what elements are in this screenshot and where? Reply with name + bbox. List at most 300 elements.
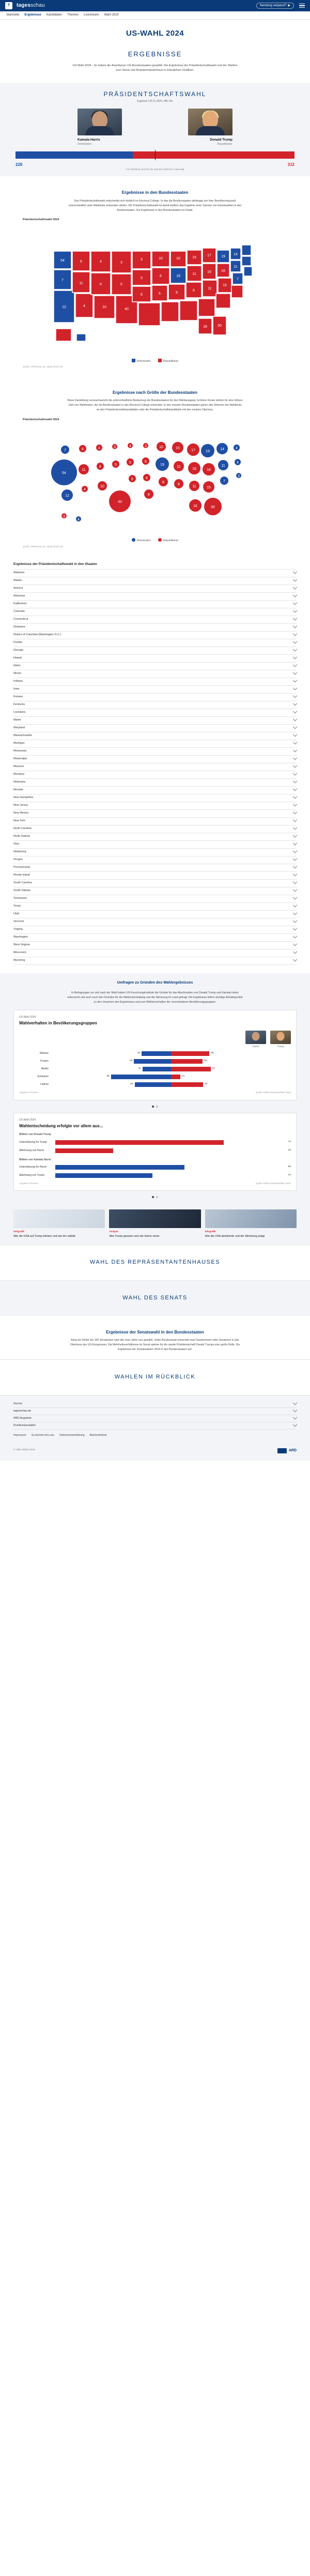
accordion-item-state[interactable] [13,608,297,616]
candidate-trump [186,109,233,146]
accordion-item-state[interactable] [13,632,297,639]
svg-text:10: 10 [159,446,163,450]
states-accordion-section [0,556,310,964]
svg-text:11: 11 [221,464,225,468]
accordion-item-state[interactable] [13,841,297,849]
svg-text:14: 14 [234,253,238,256]
chevron-down-icon [293,639,297,643]
page-title: US-WAHL 2024 [126,29,184,38]
teaser-3[interactable] [205,1209,297,1238]
dot2-1 [152,1196,154,1198]
accordion-item-state[interactable] [13,570,297,577]
svg-text:6: 6 [141,293,143,297]
accordion-item-label: South Dakota [13,888,30,892]
chart1-row: Weiße 41 57 [19,1066,291,1072]
svg-text:11: 11 [177,465,181,469]
accordion-item-state[interactable] [13,756,297,763]
svg-text:4: 4 [100,260,102,264]
accordion-item-state[interactable] [13,670,297,678]
chart-card-wahlentscheidung [13,1113,297,1191]
footer-row-service[interactable]: Service [13,1401,297,1408]
accordion-item-label: North Dakota [13,834,30,838]
nav-item-kandidaten[interactable]: Kandidaten [46,13,63,17]
chevron-down-icon [293,647,297,651]
accordion-item-state[interactable] [13,957,297,965]
states-accordion [13,569,297,965]
chevron-down-icon [293,879,297,883]
chart1-row: Schwarze 86 13 [19,1074,291,1080]
footer-row-tagesschau[interactable]: tagesschau.de [13,1408,297,1415]
logo-icon[interactable] [5,2,12,9]
accordion-item-state[interactable] [13,732,297,740]
svg-text:8: 8 [162,481,164,485]
chevron-down-icon [293,949,297,953]
svg-text:54: 54 [62,471,66,476]
accordion-item-label: Rhode Island [13,873,30,877]
svg-text:6: 6 [82,448,84,452]
chart1-row-label: Männer [40,1052,49,1055]
teaser-1-title: Wie die USA auf Trump blicken und wie ihn wählte [13,1234,76,1238]
accordion-item-label: Michigan [13,741,25,745]
chevron-down-icon [293,902,297,907]
accordion-item-state[interactable] [13,872,297,880]
bubble-map[interactable] [47,425,264,536]
footer-link-kontakt[interactable]: Su teichten fürs uns [31,1434,54,1437]
accordion-item-state[interactable] [13,895,297,903]
svg-text:4: 4 [237,461,239,465]
chart2-row-label: Ablehnung von Harris [19,1148,44,1152]
senate-results-section [0,1316,310,1360]
candidate-row [0,109,310,146]
chevron-down-icon [293,918,297,922]
footer-link-impressum[interactable]: Impressum [13,1434,26,1437]
chart2-note: Angaben in Prozent [19,1182,38,1185]
accordion-item-state[interactable] [13,771,297,779]
accordion-item-label: Maine [13,718,21,722]
accordion-item-label: Iowa [13,687,20,691]
trump-thumb [270,1031,291,1044]
chevron-down-icon [293,693,297,697]
svg-text:6: 6 [80,260,82,264]
electoral-votes [0,161,310,168]
svg-text:6: 6 [145,460,147,464]
accordion-item-label: Colorado [13,609,25,613]
senate-heading: Ergebnisse der Senatswahl in den Bundesstaaten [106,1329,204,1335]
harris-party: Demokraten [78,142,92,146]
chevron-down-icon [293,569,297,573]
footer-link-barrierefreiheit[interactable]: Barrierefreiheit [89,1434,107,1437]
svg-text:5: 5 [120,283,122,286]
bubble-map-legend [9,538,301,543]
top-bar [0,0,310,11]
chevron-down-icon [293,1415,297,1419]
svg-text:8: 8 [193,289,195,293]
results-heading: ERGEBNISSE [128,50,182,58]
svg-text:4: 4 [84,488,86,492]
size-section [0,376,310,556]
chart2-source: Quelle: Edison Research/NBC News [256,1182,291,1185]
svg-text:16: 16 [193,504,197,509]
accordion-item-label: District of Columbia (Washington D.C.) [13,633,61,636]
svg-text:7: 7 [223,480,225,484]
chart2-title: Wahlentscheidung erfolgte vor allem aus... [19,1123,103,1128]
accordion-item-state[interactable] [13,926,297,934]
presidential-subtitle: Ergebnis | 05.11.2024, 08h Uhr [137,99,173,103]
accordion-item-state[interactable] [13,779,297,787]
chevron-down-icon [293,786,297,790]
carousel-dots[interactable] [0,1106,310,1108]
chevron-down-icon [293,910,297,914]
svg-text:4: 4 [83,304,85,308]
svg-text:11: 11 [79,282,83,285]
accordion-item-state[interactable] [13,701,297,709]
accordion-item-state[interactable] [13,911,297,918]
accordion-item-label: Kalifornien [13,602,27,605]
accordion-item-label: New Jersey [13,803,28,807]
chevron-down-icon [293,817,297,821]
accordion-item-state[interactable] [13,918,297,926]
chart2-row-label: Ablehnung von Trump [19,1173,44,1177]
chevron-down-icon [293,585,297,589]
burger-menu-icon[interactable] [299,4,305,8]
accordion-item-state[interactable] [13,802,297,810]
legend-republicans: Republikaner [158,359,178,363]
footer [0,1395,310,1444]
chart1-title: Wahlverhalten in Bevölkerungsgruppen [19,1021,97,1026]
accordion-item-label: Florida [13,640,22,644]
svg-text:6: 6 [159,292,161,296]
chart1-source: Quelle: Edison Research/NBC News [256,1091,291,1094]
accordion-item-state[interactable] [13,717,297,725]
footer-bottom [0,1444,310,1461]
svg-text:40: 40 [118,500,122,504]
teaser-2-title: Wie Trump gewann und wie Harris verlor [109,1234,160,1238]
chart2-row-label: Unterstützung für Trump [19,1140,47,1144]
accordion-item-label: Louisiana [13,710,26,714]
chart2-group-heading: Wähler von Kamala Harris [19,1158,51,1161]
map-source: Quelle: AP/Election.sh. Stand 00:00 Uhr [23,365,63,369]
accordion-item-label: Kentucky [13,702,25,706]
accordion-item-label: New York [13,819,25,822]
accordion-item-state[interactable] [13,887,297,895]
bubble-map-title: Präsidentschaftswahl 2024 [23,418,59,421]
size-text: Diese Darstellung veranschaulicht die unterschiedliche Bedeutung der Bundesstaaten für den Wahlausgang: Größere Kreise stehen für eine höhere Zahl von Wahlleuten, die ein Bundesstaaten in das Electoral College entsendet. In den meisten Bundesstaaten gehen alle Stimmen der Wahlleute an den Präsidentschaftskandidaten oder die Präsidentschaftskandidatin mit den meisten Stimmen. [67,399,243,412]
map-legend [9,359,301,363]
accordion-item-label: Arizona [13,586,23,590]
svg-text:11: 11 [192,485,196,489]
chevron-down-icon [293,755,297,759]
svg-text:7: 7 [61,279,64,282]
chevron-down-icon [293,724,297,728]
nav-item-themen[interactable]: Themen [67,13,79,17]
play-icon: ▶ [288,4,290,7]
accordion-item-label: Ohio [13,842,20,846]
bubble-legend-republicans: Republikaner [158,538,178,543]
teaser-row [0,1203,310,1245]
accordion-item-label: Wisconsin [13,950,26,954]
nav-item-wahl-2020[interactable]: Wahl 2020 [104,13,119,17]
accordion-item-label: Pennsylvania [13,865,30,869]
svg-text:3: 3 [63,515,65,519]
chevron-down-icon [293,825,297,829]
main-nav [0,11,310,20]
accordion-item-state[interactable] [13,794,297,802]
svg-text:14: 14 [220,448,224,452]
svg-text:16: 16 [221,269,225,273]
svg-text:30: 30 [218,324,222,328]
chart2-eyebrow: US-Wahl 2024 [19,1118,36,1122]
accordion-item-label: Washington [13,935,28,939]
accordion-item-label: Montana [13,772,24,776]
chart1-legend [19,1031,291,1049]
svg-text:19: 19 [160,463,164,467]
candidate-harris [78,109,124,146]
chart2-row-label: Unterstützung für Harris [19,1165,47,1169]
accordion-item-label: Oklahoma [13,850,26,853]
accordion-item-label: West Virginia [13,943,30,946]
accordion-item-state[interactable] [13,577,297,585]
accordion-item-label: Idaho [13,664,21,667]
harris-name: Kamala Harris [78,138,100,142]
chevron-down-icon [293,763,297,767]
harris-electoral-votes: 226 [16,162,23,167]
chart1-row-label: Latinos [40,1083,49,1086]
footer-links [13,1430,297,1442]
chart1-row-label: Weiße [41,1067,49,1071]
chart-card-wahlverhalten [13,1010,297,1100]
presidential-title: PRÄSIDENTSCHAFTSWAHL [103,90,207,98]
site-logo[interactable] [17,2,45,10]
presidential-section [0,83,310,177]
chevron-down-icon [293,1408,297,1412]
chevron-down-icon [293,654,297,658]
svg-text:6: 6 [146,477,148,481]
accordion-item-state[interactable] [13,639,297,647]
svg-text:8: 8 [148,493,150,497]
electoral-map[interactable] [47,227,264,357]
accordion-item-state[interactable] [13,833,297,841]
state-results-section [0,176,310,376]
chevron-down-icon [293,740,297,744]
carousel-dots-2[interactable] [0,1196,310,1198]
accordion-item-state[interactable] [13,748,297,756]
accordion-item-state[interactable] [13,849,297,856]
svg-text:15: 15 [176,447,180,451]
svg-text:30: 30 [211,505,215,510]
svg-text:16: 16 [203,325,207,329]
accordion-item-label: Maryland [13,726,25,729]
accordion-item-state[interactable] [13,740,297,748]
accordion-item-state[interactable] [13,624,297,632]
svg-text:12: 12 [62,305,66,309]
accordion-item-state[interactable] [13,686,297,694]
svg-text:4: 4 [78,518,80,522]
accordion-item-state[interactable] [13,725,297,732]
accordion-item-state[interactable] [13,880,297,887]
accordion-item-state[interactable] [13,585,297,593]
svg-text:6: 6 [131,478,133,482]
accordion-item-state[interactable] [13,934,297,942]
accordion-item-state[interactable] [13,942,297,949]
majority-note: 270 Wahlleute sind für die absolute Mehrheit notwendig [126,167,184,171]
accordion-item-label: Missouri [13,764,24,768]
svg-text:17: 17 [207,254,211,257]
chevron-down-icon [293,895,297,899]
nav-item-ergebnisse[interactable]: Ergebnisse [24,13,41,17]
dot2-2 [156,1196,158,1198]
chevron-down-icon [293,616,297,620]
chart2-rows [19,1133,291,1179]
chart1-row-label: Frauen [40,1060,49,1063]
svg-text:15: 15 [223,284,227,287]
chevron-down-icon [293,840,297,845]
chevron-down-icon [293,685,297,689]
teaser-2-kicker: Analyse [109,1230,118,1233]
accordion-item-state[interactable] [13,709,297,717]
accordion-item-label: South Carolina [13,881,32,884]
trump-name: Donald Trump [210,138,233,142]
svg-text:6: 6 [99,465,101,469]
accordion-item-state[interactable] [13,678,297,686]
accordion-item-state[interactable] [13,694,297,701]
nav-item-startseite[interactable]: Startseite [6,13,20,17]
accordion-item-label: Delaware [13,625,25,628]
accordion-item-label: Minnesota [13,749,26,753]
chart1-row-label: Schwarze [37,1075,49,1079]
chart1-footer [19,1091,291,1094]
accordion-item-state[interactable] [13,864,297,872]
svg-text:12: 12 [65,494,69,498]
chevron-down-icon [293,631,297,635]
bubble-map-source: Quelle: AP/Election.sh. Stand 00:00 Uhr [23,545,63,548]
svg-text:8: 8 [176,291,178,295]
svg-text:3: 3 [145,444,147,449]
size-heading: Ergebnisse nach Größe der Bundesstaaten [112,390,198,395]
surveys-heading: Umfragen zu Gründen des Wahlergebnisses [117,980,193,985]
accordion-item-label: Nebraska [13,780,26,784]
trump-electoral-votes: 312 [287,162,295,167]
chart1-row: Frauen 53 45 [19,1058,291,1065]
chevron-down-icon [293,871,297,876]
chevron-down-icon [293,933,297,938]
accordion-item-state[interactable] [13,601,297,608]
accordion-item-label: Oregon [13,857,23,861]
chevron-down-icon [293,887,297,891]
chevron-down-icon [293,856,297,860]
footer-link-datenschutz[interactable]: Datenschutzerklärung [59,1434,85,1437]
accordion-item-state[interactable] [13,787,297,794]
teaser-3-kicker: Infografik [205,1230,216,1233]
svg-text:19: 19 [176,274,180,278]
accordion-item-state[interactable] [13,647,297,655]
accordion-item-state[interactable] [13,663,297,670]
accordion-item-state[interactable] [13,856,297,864]
harris-thumb [245,1031,266,1044]
sendung-verpasst-button[interactable] [256,3,294,9]
teaser-2[interactable] [109,1209,200,1238]
accordion-item-state[interactable] [13,825,297,833]
teaser-3-title: Wie die USA abstimmte und die Stimmung prägt [205,1234,265,1238]
chevron-down-icon [293,747,297,752]
svg-text:15: 15 [207,486,211,490]
chevron-down-icon [293,600,297,604]
footer-row-ard-angebote[interactable]: ARD-Angebote [13,1415,297,1422]
chart1-row: Latinos 52 46 [19,1081,291,1088]
dot-2 [156,1106,158,1108]
accordion-item-state[interactable] [13,818,297,825]
chevron-down-icon [293,848,297,852]
svg-text:10: 10 [159,257,163,260]
teaser-thumb-a [13,1209,105,1228]
chart1-series-harris [245,1031,266,1049]
chevron-down-icon [293,732,297,736]
accordion-item-label: New Hampshire [13,795,34,799]
nav-item-livestream[interactable]: Livestream [84,13,99,17]
svg-text:10: 10 [100,485,104,489]
accordion-item-state[interactable] [13,655,297,663]
teaser-1-kicker: Infografik [13,1230,24,1233]
accordion-item-label: Tennessee [13,896,27,900]
chart1-series-trump-label: Trump [277,1045,284,1048]
surveys-section [0,973,310,1245]
accordion-item-state[interactable] [13,949,297,957]
chevron-down-icon [293,592,297,596]
svg-text:17: 17 [191,449,195,453]
states-accordion-title: Ergebnisse der Präsidentschaftswahl in den Staaten [13,562,97,566]
accordion-item-label: Indiana [13,679,23,683]
chevron-down-icon [293,577,297,581]
svg-text:11: 11 [82,468,86,472]
copyright: © ARD Online 2024 [13,1449,35,1452]
svg-text:3: 3 [141,258,143,262]
chevron-down-icon [293,926,297,930]
accordion-item-label: Massachusetts [13,733,32,737]
chevron-down-icon [293,709,297,713]
accordion-item-label: Wyoming [13,958,25,962]
banner-senate[interactable]: WAHL DES SENATS [0,1280,310,1316]
footer-row-rundfunkanstalten[interactable]: Rundfunkanstalten [13,1422,297,1430]
legend-democrats: Demokraten [132,359,151,363]
state-results-text: Das Präsidentschaftswahl entscheidet sich letztlich im Electoral College. In das die Bundesstaaten abhängig von ihrer Bevölkerungszahl unterschiedlich viele Wahlleute entsenden dürfen. Die Präsidentschaftswahl ist damit letztlich das Ergebnis einer Summe von Einzelwahlen in den Bundesstaaten. Die Ergebnisse in den Bundesstaaten im Detail: [68,199,242,212]
accordion-item-label: Connecticut [13,617,28,621]
logo-alt: schau [30,2,45,8]
senate-text: Etwa ein Drittel der 100 Senatssitze wird alle zwei Jahre neu gewählt. Jeder Bundesstaat entsendet zwei Senatorinnen oder Senatoren in das Oberhaus des US-Kongresses. Die Mehrheitsverhältnisse im Senat spielen für die zweite Präsidentschaft Donald Trumps eine große Rolle. Die Ergebnisse der Senatswahlen 2024 in den Bundesstaaten auf: [70,1339,240,1352]
chart1-row: Männer 42 55 [19,1050,291,1057]
accordion-item-state[interactable] [13,593,297,601]
accordion-item-state[interactable] [13,763,297,771]
svg-text:19: 19 [221,255,225,258]
accordion-item-label: Hawaii [13,656,22,660]
banner-house[interactable]: WAHL DES REPRÄSENTANTENHAUSES [0,1245,310,1280]
map-title: Präsidentschaftswahl 2024 [23,218,59,222]
accordion-item-label: Alabama [13,571,25,574]
accordion-item-state[interactable] [13,810,297,818]
banner-retro[interactable]: WAHLEN IM RÜCKBLICK [0,1359,310,1395]
svg-text:7: 7 [237,278,239,281]
svg-text:6: 6 [160,274,162,278]
ard-logo[interactable]: ARD [277,1448,297,1453]
accordion-item-state[interactable] [13,903,297,911]
chevron-down-icon [293,623,297,627]
accordion-item-state[interactable] [13,616,297,624]
bubble-legend-democrats: Demokraten [132,538,151,543]
svg-text:16: 16 [207,468,211,472]
teaser-1[interactable] [13,1209,105,1238]
chevron-down-icon [293,833,297,837]
svg-text:40: 40 [125,308,129,311]
svg-text:16: 16 [192,467,196,471]
chevron-down-icon [293,809,297,814]
